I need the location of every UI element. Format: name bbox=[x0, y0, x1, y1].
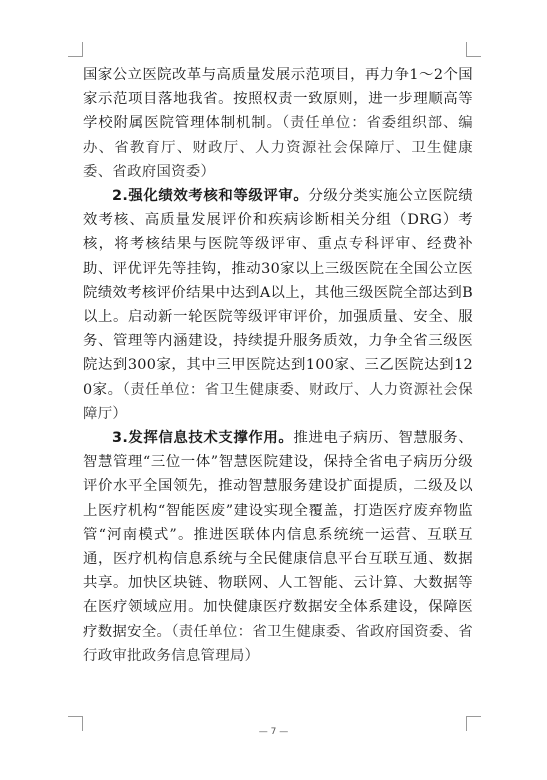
page-number: — 7 — bbox=[258, 727, 289, 737]
paragraph-text: 分级分类实施公立医院绩效考核、高质量发展评价和疾病诊断相关分组（DRG）考核，将考核结果与医院等级评审、重点专科评审、经费补助、评优评先等挂钩，推动30家以上三级医院在全国公立医院绩效考核评价结果中达到A以上，其他三级医院全部达到B以上。启动新一轮医院等级评审评价，加强质量、安全、服务、管理等内涵建设，持续提升服务质效，力争全省三级医院达到300家，其中三甲医院达到100家、三乙医院达到120家。 bbox=[83, 188, 473, 398]
responsibility-note: （责任单位：省委组织部、编办、省教育厅、财政厅、人力资源社会保障厅、卫生健康委、省政府国资委） bbox=[83, 115, 473, 180]
paragraph-text: 国家公立医院改革与高质量发展示范项目，再力争1～2个国家示范项目落地我省。按照权责一致原则，进一步理顺高等学校附属医院管理体制机制。 bbox=[83, 67, 473, 132]
paragraph-information-technology bbox=[83, 426, 473, 668]
paragraph-performance-evaluation bbox=[83, 184, 473, 426]
responsibility-note: （责任单位：省卫生健康委、省政府国资委、省行政审批政务信息管理局） bbox=[83, 623, 473, 664]
document-body bbox=[83, 63, 473, 668]
crop-mark-top-right bbox=[466, 42, 481, 57]
paragraph-heading: 3.发挥信息技术支撑作用。 bbox=[112, 430, 294, 447]
crop-mark-top-left bbox=[68, 42, 83, 57]
responsibility-note: （责任单位：省卫生健康委、财政厅、人力资源社会保障厅） bbox=[83, 381, 473, 422]
paragraph-text: 推进电子病历、智慧服务、智慧管理“三位一体”智慧医院建设，保持全省电子病历分级评价水平全国领先，推动智慧服务建设扩面提质，二级及以上医疗机构“智能医废”建设实现全覆盖，打造医疗废弃物监管“河南模式”。推进医联体内信息系统统一运营、互联互通，医疗机构信息系统与全民健康信息平台互联互通、数据共享。加快区块链、物联网、人工智能、云计算、大数据等在医疗领域应用。加快健康医疗数据安全体系建设，保障医疗数据安全。 bbox=[83, 430, 473, 640]
paragraph-heading: 2.强化绩效考核和等级评审。 bbox=[112, 188, 309, 205]
paragraph-continuation bbox=[83, 63, 473, 184]
